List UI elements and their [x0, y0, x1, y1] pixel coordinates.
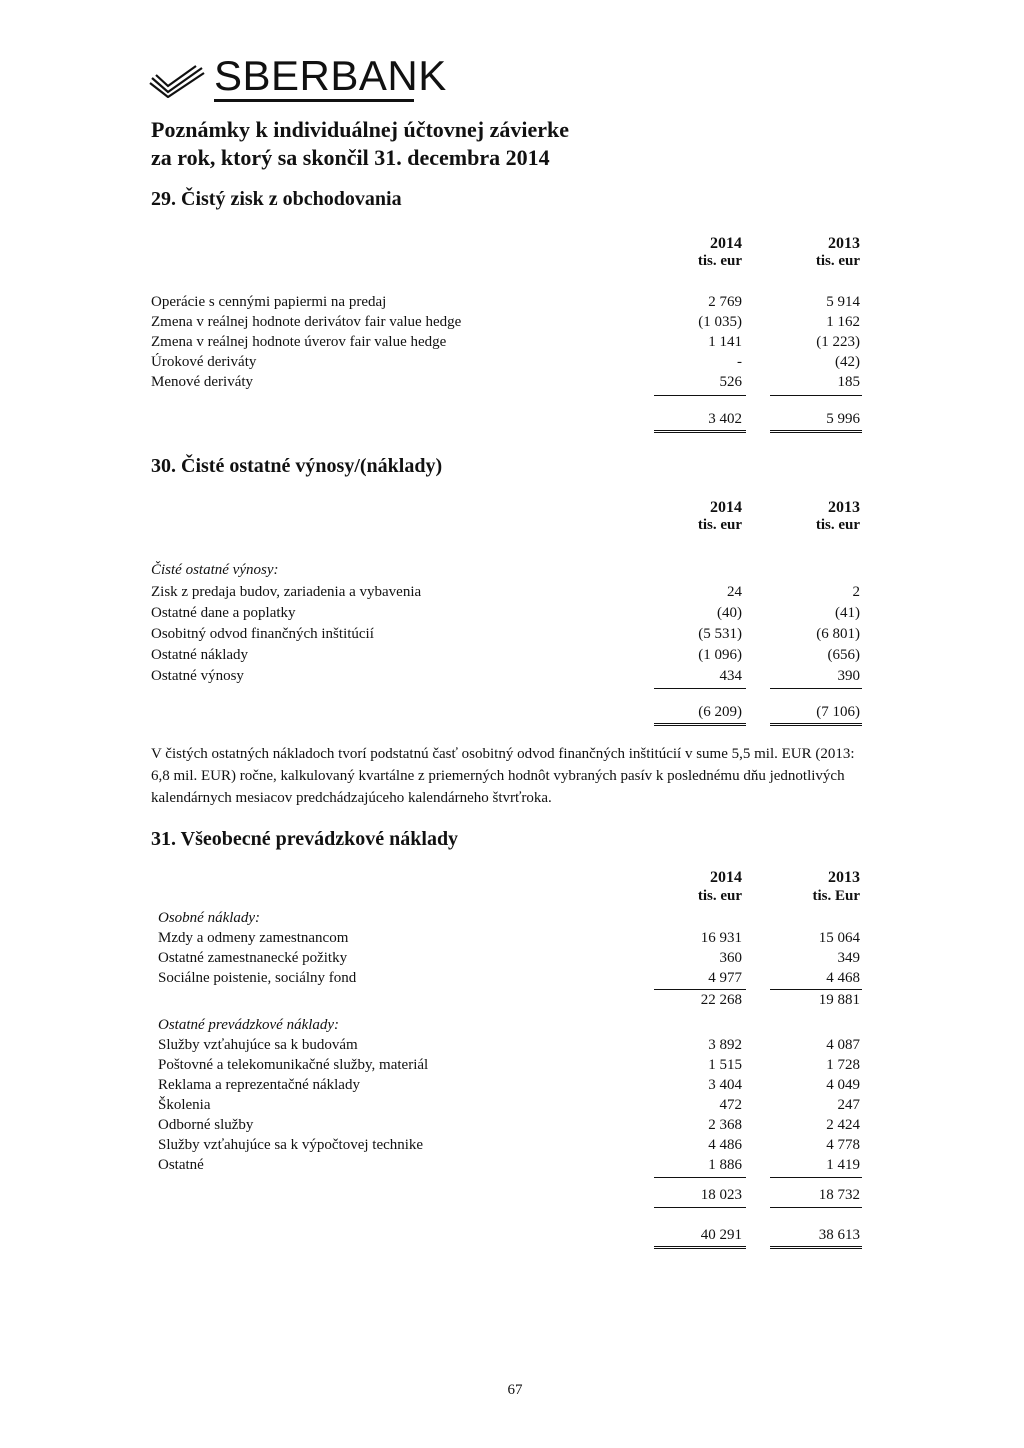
value-2013: (41): [835, 605, 860, 621]
value-2014: 2 368: [708, 1117, 742, 1133]
subtotal-2013: 19 881: [818, 992, 860, 1008]
table-row-label: Ostatné výnosy: [151, 668, 244, 684]
grand-total-2014: 40 291: [700, 1227, 742, 1243]
total-2013: (7 106): [816, 704, 860, 720]
value-2013: (42): [835, 354, 860, 370]
subtotal-rule: [654, 688, 746, 689]
table-row-label: Sociálne poistenie, sociálny fond: [158, 970, 357, 986]
table-row-label: Úrokové deriváty: [151, 354, 257, 370]
section-30-title: 30. Čisté ostatné výnosy/(náklady): [151, 455, 443, 477]
sberbank-logo-icon: [148, 64, 206, 98]
subtotal-rule: [654, 1177, 746, 1178]
value-2014: 1 141: [708, 334, 742, 350]
sec31-year-2014: 2014: [710, 869, 742, 886]
value-2013: 185: [837, 374, 860, 390]
value-2014: 472: [719, 1097, 742, 1113]
table-row-label: Školenia: [158, 1097, 211, 1113]
value-2013: 349: [837, 950, 860, 966]
grand-total-2013: 38 613: [818, 1227, 860, 1243]
total-double-rule: [770, 430, 862, 433]
table-row-label: Ostatné dane a poplatky: [151, 605, 296, 621]
table-row-label: Služby vzťahujúce sa k výpočtovej technike: [158, 1137, 424, 1153]
value-2013: (6 801): [816, 626, 860, 642]
sec29-unit-2013: tis. eur: [815, 253, 860, 269]
sec31-year-2013: 2013: [828, 869, 860, 886]
section-29-title: 29. Čistý zisk z obchodovania: [151, 188, 402, 210]
total-double-rule: [654, 1246, 746, 1249]
subtotal-rule: [770, 1177, 862, 1178]
sec31-unit-2013: tis. Eur: [812, 888, 860, 904]
table-row-label: Odborné služby: [158, 1117, 254, 1133]
sec29-unit-2014: tis. eur: [697, 253, 742, 269]
value-2014: 1 515: [708, 1057, 742, 1073]
value-2013: (656): [827, 647, 860, 663]
subtotal-rule: [770, 1207, 862, 1208]
table-row-label: Služby vzťahujúce sa k budovám: [158, 1037, 358, 1053]
total-2014: (6 209): [698, 704, 742, 720]
value-2013: 2 424: [826, 1117, 860, 1133]
total-2013: 5 996: [826, 411, 860, 427]
value-2014: 24: [727, 584, 742, 600]
sec30-unit-2013: tis. eur: [815, 517, 860, 533]
total-double-rule: [770, 723, 862, 726]
table-row-label: Reklama a reprezentačné náklady: [158, 1077, 360, 1093]
table-row-label: Zmena v reálnej hodnote úverov fair value hedge: [151, 334, 447, 350]
brand-underline: [214, 99, 414, 102]
sec31-unit-2014: tis. eur: [697, 888, 742, 904]
value-2013: 4 468: [826, 970, 860, 986]
value-2014: (40): [717, 605, 742, 621]
total-double-rule: [654, 430, 746, 433]
subtotal-rule: [654, 989, 746, 990]
brand-name: SBERBANK: [214, 52, 447, 99]
sec30-year-2013: 2013: [828, 499, 860, 516]
sec30-note-paragraph: V čistých ostatných nákladoch tvorí podstatnú časť osobitný odvod finančných inštitúcií v sume 5,5 mil. EUR (2013: 6,8 mil. EUR) ročne, kalkulovaný kvartálne z priemerných hodnôt vybraných pasív k poslednému dňu jednotlivých kalendárnych mesiacov predchádzajúceho kalendárneho štvrťroka.: [151, 746, 855, 806]
subtotal-rule: [770, 688, 862, 689]
other-costs-heading: Ostatné prevádzkové náklady:: [158, 1017, 340, 1033]
sec29-year-2013: 2013: [828, 235, 860, 252]
table-row-label: Zmena v reálnej hodnote derivátov fair value hedge: [151, 314, 462, 330]
sec30-subheading: Čisté ostatné výnosy:: [151, 562, 279, 578]
value-2014: 1 886: [708, 1157, 742, 1173]
value-2014: 4 486: [708, 1137, 742, 1153]
value-2014: 4 977: [708, 970, 742, 986]
table-row-label: Mzdy a odmeny zamestnancom: [158, 930, 349, 946]
subtotal-2013: 18 732: [818, 1187, 860, 1203]
value-2013: 1 728: [826, 1057, 860, 1073]
subtotal-rule: [770, 989, 862, 990]
value-2013: 247: [837, 1097, 860, 1113]
value-2013: 2: [852, 584, 860, 600]
total-double-rule: [654, 723, 746, 726]
sec30-year-2014: 2014: [710, 499, 742, 516]
value-2014: 3 892: [708, 1037, 742, 1053]
value-2013: 15 064: [818, 930, 860, 946]
table-row-label: Ostatné: [158, 1157, 204, 1173]
table-row-label: Poštovné a telekomunikačné služby, materiál: [158, 1057, 429, 1073]
value-2014: 434: [719, 668, 742, 684]
document-title-line1: Poznámky k individuálnej účtovnej závierke: [151, 117, 570, 142]
page-number: 67: [507, 1382, 523, 1398]
table-row-label: Ostatné zamestnanecké požitky: [158, 950, 348, 966]
section-31-title: 31. Všeobecné prevádzkové náklady: [151, 828, 459, 850]
value-2014: 526: [719, 374, 742, 390]
sec29-year-2014: 2014: [710, 235, 742, 252]
value-2013: 4 087: [826, 1037, 860, 1053]
value-2014: (5 531): [698, 626, 742, 642]
table-row-label: Ostatné náklady: [151, 647, 249, 663]
value-2014: (1 035): [698, 314, 742, 330]
sec30-unit-2014: tis. eur: [697, 517, 742, 533]
subtotal-rule: [654, 395, 746, 396]
value-2014: 16 931: [700, 930, 742, 946]
table-row-label: Osobitný odvod finančných inštitúcií: [151, 626, 374, 642]
subtotal-2014: 22 268: [700, 992, 742, 1008]
personal-costs-heading: Osobné náklady:: [158, 910, 261, 926]
value-2013: (1 223): [816, 334, 860, 350]
value-2014: 360: [719, 950, 742, 966]
table-row-label: Zisk z predaja budov, zariadenia a vybavenia: [151, 584, 422, 600]
value-2014: 3 404: [708, 1077, 742, 1093]
value-2014: (1 096): [698, 647, 742, 663]
subtotal-rule: [770, 395, 862, 396]
total-2014: 3 402: [708, 411, 742, 427]
value-2014: -: [737, 354, 742, 370]
document-title-line2: za rok, ktorý sa skončil 31. decembra 2014: [151, 145, 550, 170]
subtotal-2014: 18 023: [700, 1187, 742, 1203]
table-row-label: Menové deriváty: [151, 374, 254, 390]
value-2014: 2 769: [708, 294, 742, 310]
value-2013: 390: [837, 668, 860, 684]
subtotal-rule: [654, 1207, 746, 1208]
value-2013: 1 419: [826, 1157, 860, 1173]
value-2013: 4 778: [826, 1137, 860, 1153]
value-2013: 4 049: [826, 1077, 860, 1093]
total-double-rule: [770, 1246, 862, 1249]
table-row-label: Operácie s cennými papiermi na predaj: [151, 294, 387, 310]
value-2013: 5 914: [826, 294, 860, 310]
value-2013: 1 162: [826, 314, 860, 330]
